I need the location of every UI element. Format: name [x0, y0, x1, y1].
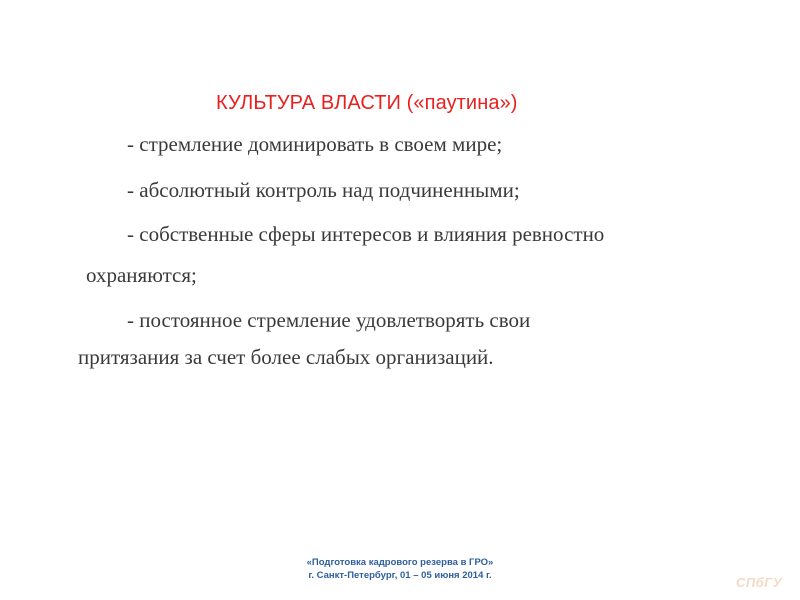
footer-location-date: г. Санкт-Петербург, 01 – 05 июня 2014 г. [308, 570, 492, 581]
bullet-line-1: - стремление доминировать в своем мире; [127, 132, 503, 156]
bullet-line-3-continued: охраняются; [86, 263, 197, 287]
university-logo-text: СПбГУ [736, 575, 783, 590]
bullet-line-4: - постоянное стремление удовлетворять свои [127, 308, 531, 332]
slide-footer [240, 556, 560, 582]
slide-title: КУЛЬТУРА ВЛАСТИ («паутина») [216, 92, 518, 114]
bullet-line-2: - абсолютный контроль над подчиненными; [127, 178, 520, 202]
bullet-line-4-continued: притязания за счет более слабых организаций. [78, 345, 494, 369]
footer-event-title: «Подготовка кадрового резерва в ГРО» [306, 557, 494, 568]
bullet-line-3: - собственные сферы интересов и влияния ревностно [127, 222, 605, 246]
